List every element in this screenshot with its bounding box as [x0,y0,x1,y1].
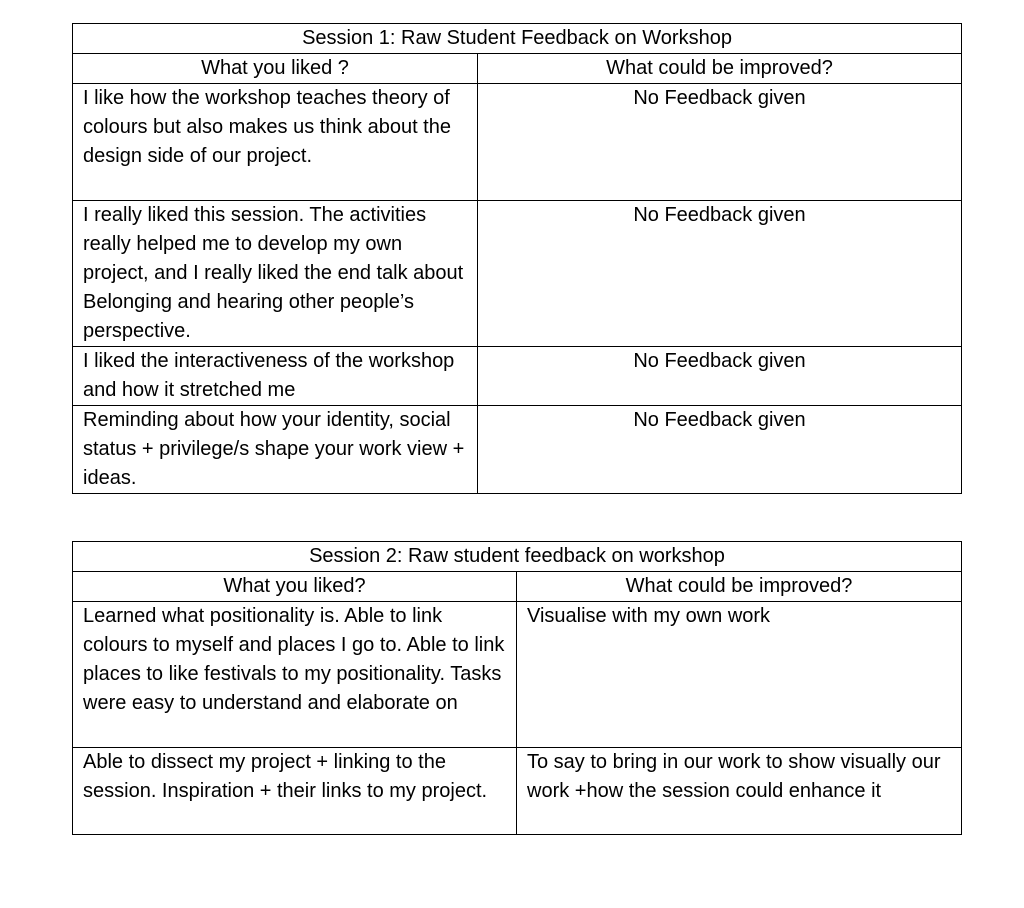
liked-cell: I like how the workshop teaches theory of colours but also makes us think about the design side of our project. [73,84,478,201]
table-row [73,201,962,347]
improved-cell: No Feedback given [478,84,962,201]
liked-column-header: What you liked ? [73,54,478,84]
table-title-row [73,542,962,572]
liked-cell: I liked the interactiveness of the workshop and how it stretched me [73,347,478,406]
improved-column-header: What could be improved? [517,572,962,602]
session2-title: Session 2: Raw student feedback on workshop [73,542,962,572]
table-header-row [73,572,962,602]
liked-cell: Reminding about how your identity, social status + privilege/s shape your work view + ideas. [73,406,478,494]
session1-feedback-table [72,23,962,494]
session2-feedback-table [72,541,962,835]
table-row [73,84,962,201]
table-row [73,347,962,406]
improved-column-header: What could be improved? [478,54,962,84]
table-row [73,406,962,494]
session1-title: Session 1: Raw Student Feedback on Workshop [73,24,962,54]
liked-cell: Able to dissect my project + linking to the session. Inspiration + their links to my project. [73,748,517,835]
improved-cell: No Feedback given [478,201,962,347]
improved-cell: No Feedback given [478,406,962,494]
liked-cell: I really liked this session. The activities really helped me to develop my own project, and I really liked the end talk about Belonging and hearing other people’s perspective. [73,201,478,347]
improved-cell: To say to bring in our work to show visually our work +how the session could enhance it [517,748,962,835]
improved-cell: Visualise with my own work [517,602,962,748]
table-row [73,602,962,748]
liked-cell: Learned what positionality is. Able to link colours to myself and places I go to. Able to link places to like festivals to my positionality. Tasks were easy to understand and elaborate on [73,602,517,748]
liked-column-header: What you liked? [73,572,517,602]
table-header-row [73,54,962,84]
improved-cell: No Feedback given [478,347,962,406]
table-title-row [73,24,962,54]
table-row [73,748,962,835]
